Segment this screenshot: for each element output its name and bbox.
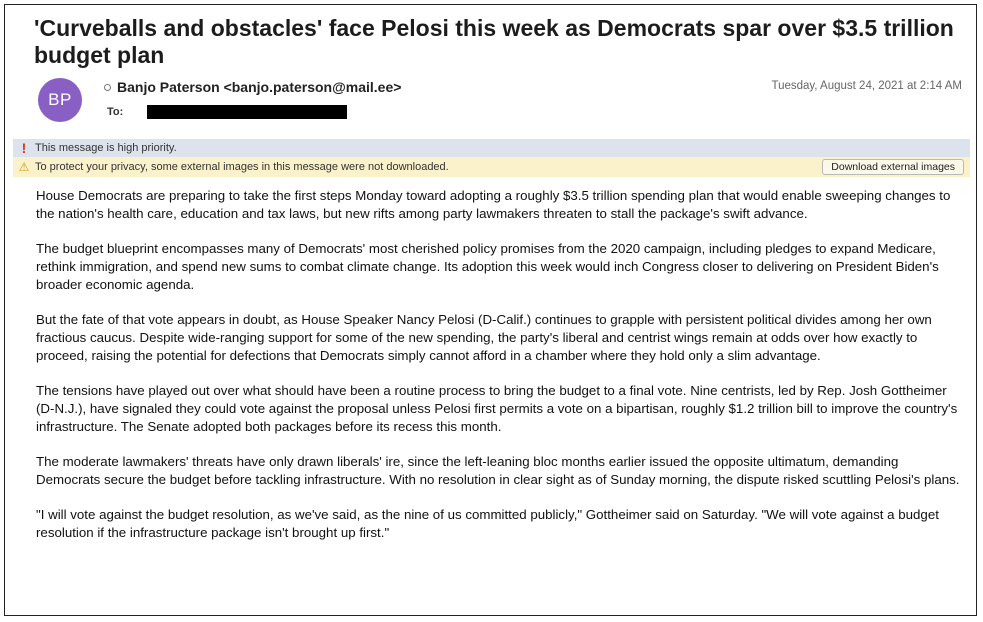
email-body — [36, 187, 961, 559]
redacted-recipient — [147, 105, 347, 119]
warning-triangle-icon: ⚠ — [18, 160, 30, 174]
priority-banner — [13, 139, 970, 157]
status-dot-icon — [104, 84, 111, 91]
email-subject: 'Curveballs and obstacles' face Pelosi this week as Democrats spar over $3.5 trillion budget plan — [34, 15, 954, 68]
exclamation-icon: ! — [21, 140, 27, 156]
body-paragraph: But the fate of that vote appears in doubt, as House Speaker Nancy Pelosi (D-Calif.) continues to grapple with persistent political divides among her own fractious caucus. Despite wide-ranging support for some of the new spending, the party's liberal and centrist wings remain at odds over how exactly to proceed, raising the potential for defections that Democrats simply cannot afford in a chamber where they hold only a slim advantage. — [36, 312, 932, 363]
email-window — [4, 4, 977, 616]
priority-text: This message is high priority. — [35, 142, 177, 154]
avatar[interactable]: BP — [38, 78, 82, 122]
email-date: Tuesday, August 24, 2021 at 2:14 AM — [771, 80, 962, 92]
body-paragraph: House Democrats are preparing to take the first steps Monday toward adopting a roughly $3.5 trillion spending plan that would enable sweeping changes to the nation's health care, education and tax laws, but new rifts among party lawmakers threaten to stall the package's swift advance. — [36, 188, 951, 221]
body-paragraph: The tensions have played out over what should have been a routine process to bring the budget to a final vote. Nine centrists, led by Rep. Josh Gottheimer (D-N.J.), have signaled they could vote against the proposal unless Pelosi first permits a vote on a bipartisan, roughly $1.2 trillion bill to improve the country's infrastructure. The Senate adopted both packages before its recess this month. — [36, 383, 958, 434]
recipient-row — [107, 105, 347, 119]
body-paragraph: The moderate lawmakers' threats have only drawn liberals' ire, since the left-leaning bloc months earlier issued the opposite ultimatum, demanding Democrats secure the budget before tackling infrastructure. With no resolution in clear sight as of Sunday morning, the dispute risked scuttling Pelosi's plans. — [36, 454, 960, 487]
body-paragraph: The budget blueprint encompasses many of Democrats' most cherished policy promises from the 2020 campaign, including pledges to expand Medicare, rethink immigration, and spend new sums to combat climate change. Its adoption this week would inch Congress closer to delivering on President Biden's broader economic agenda. — [36, 241, 939, 292]
sender-row — [104, 79, 401, 95]
body-paragraph: "I will vote against the budget resolution, as we've said, as the nine of us committed publicly," Gottheimer said on Saturday. "We will vote against a budget resolution if the infrastructure package isn't brought up first." — [36, 507, 939, 540]
download-images-button[interactable]: Download external images — [822, 159, 964, 175]
privacy-banner — [13, 157, 970, 177]
sender-address[interactable]: Banjo Paterson <banjo.paterson@mail.ee> — [117, 79, 402, 95]
to-label: To: — [107, 106, 124, 118]
privacy-text: To protect your privacy, some external images in this message were not downloaded. — [35, 161, 449, 173]
